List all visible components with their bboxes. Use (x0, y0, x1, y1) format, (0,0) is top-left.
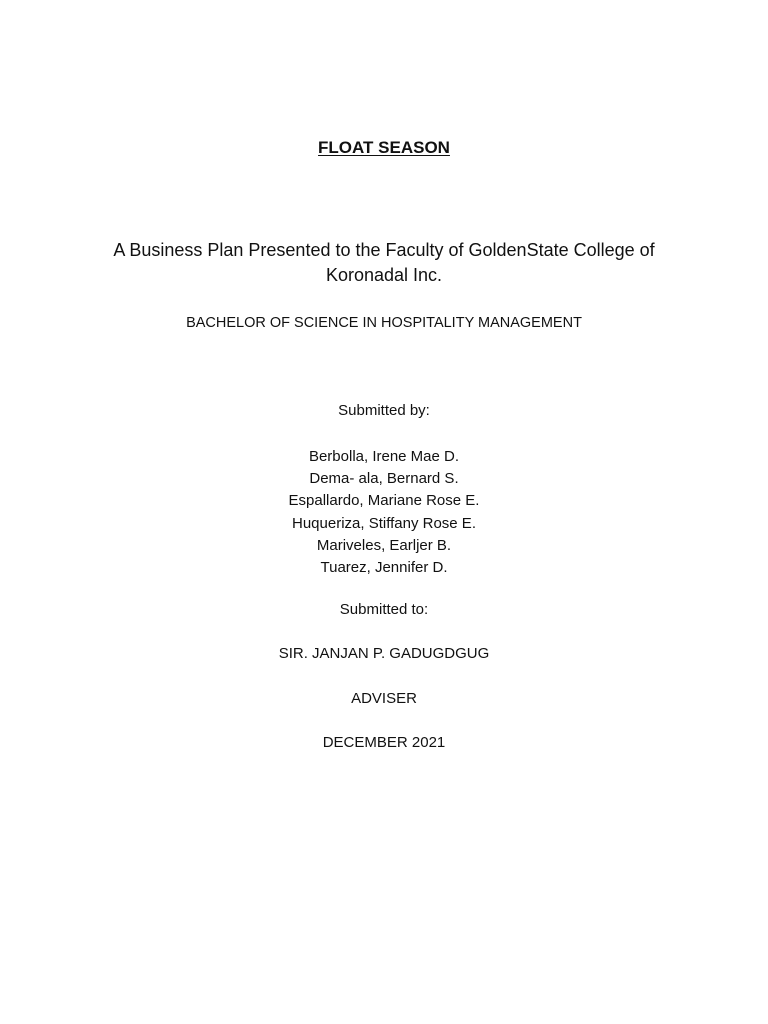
document-title: FLOAT SEASON (318, 138, 450, 157)
submitted-to-label: Submitted to: (339, 601, 429, 618)
document-subtitle: A Business Plan Presented to the Faculty of GoldenState College of Koronadal Inc. (113, 240, 655, 285)
author-name: Mariveles, Earljer B. (316, 536, 452, 554)
author-name: Dema- ala, Bernard S. (309, 470, 459, 488)
degree-program: BACHELOR OF SCIENCE IN HOSPITALITY MANAGEMENT (186, 315, 582, 331)
author-name: Tuarez, Jennifer D. (320, 559, 448, 577)
author-list (0, 446, 768, 579)
submitted-by-label: Submitted by: (338, 402, 430, 419)
adviser-role: ADVISER (351, 690, 417, 707)
adviser-name: SIR. JANJAN P. GADUGDGUG (278, 645, 490, 662)
author-name: Berbolla, Irene Mae D. (308, 448, 460, 465)
author-name: Huqueriza, Stiffany Rose E. (292, 514, 476, 532)
author-name: Espallardo, Mariane Rose E. (288, 492, 480, 510)
submission-date: DECEMBER 2021 (322, 734, 446, 751)
